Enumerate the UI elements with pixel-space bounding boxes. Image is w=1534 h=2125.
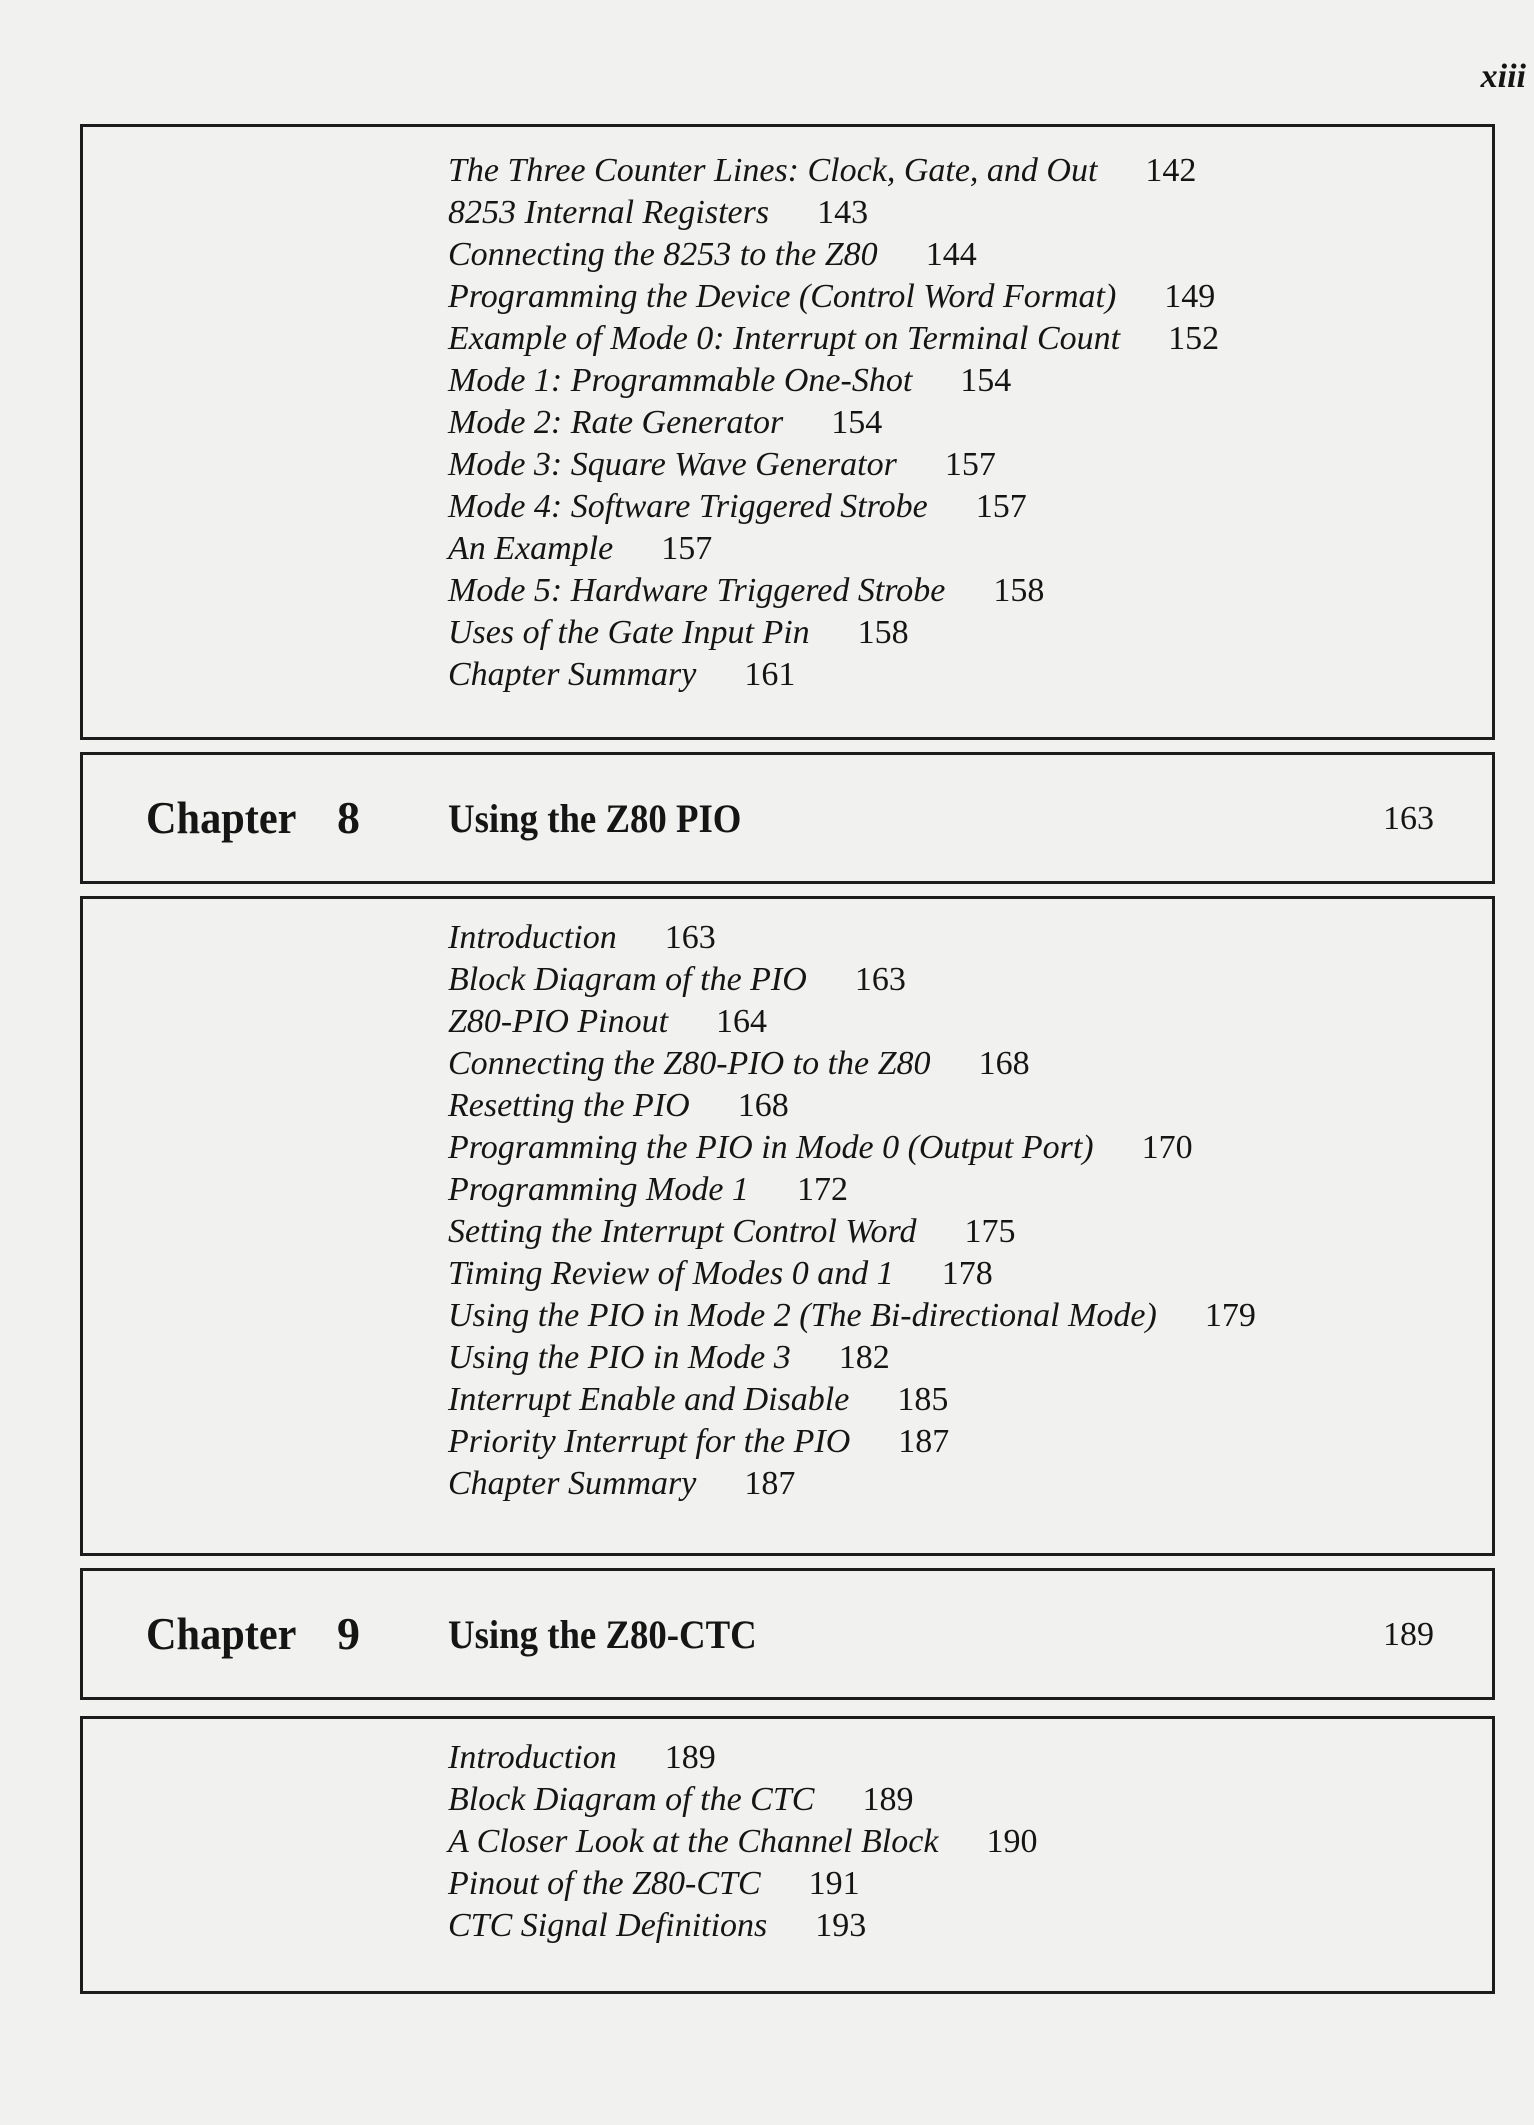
section-page-number: 154 — [831, 404, 883, 441]
chapter-number: 8 — [337, 792, 360, 843]
section-page-number: 172 — [796, 1171, 848, 1208]
section-title-text: Pinout of the Z80-CTC — [448, 1865, 761, 1902]
section-title-text: 8253 Internal Registers — [448, 194, 770, 231]
chapter-9-heading[interactable] — [83, 1571, 1492, 1697]
section-title-text: Connecting the 8253 to the Z80 — [448, 236, 878, 273]
section-title — [448, 1381, 948, 1419]
section-page-number: 178 — [941, 1255, 993, 1292]
section-title — [448, 1823, 1037, 1861]
section-page-number: 191 — [808, 1865, 860, 1902]
section-title-text: Introduction — [448, 919, 617, 956]
section-page-number: 158 — [857, 614, 909, 651]
section-title-text: Uses of the Gate Input Pin — [448, 614, 810, 651]
section-page-number: 179 — [1204, 1297, 1256, 1334]
section-page-number: 189 — [862, 1781, 914, 1818]
section-title — [448, 1255, 993, 1293]
section-page-number: 182 — [838, 1339, 890, 1376]
section-page-number: 152 — [1168, 320, 1220, 357]
section-title — [448, 1865, 860, 1903]
section-page-number: 168 — [737, 1087, 789, 1124]
section-title-text: Mode 5: Hardware Triggered Strobe — [448, 572, 946, 609]
section-title — [448, 961, 906, 999]
section-title — [448, 1045, 1030, 1083]
section-page-number: 157 — [661, 530, 713, 567]
chapter-9-heading-box — [80, 1568, 1495, 1700]
section-page-number: 158 — [993, 572, 1045, 609]
section-page-number: 185 — [897, 1381, 949, 1418]
section-title-text: Chapter Summary — [448, 656, 697, 693]
section-title — [448, 1003, 767, 1041]
section-title — [448, 320, 1219, 358]
section-title-text: A Closer Look at the Channel Block — [448, 1823, 939, 1860]
chapter-title: Using the Z80 PIO — [448, 796, 742, 841]
chapter-label: Chapter — [146, 792, 297, 843]
section-title — [448, 1423, 949, 1461]
section-title-text: Z80-PIO Pinout — [448, 1003, 669, 1040]
section-title — [448, 362, 1011, 400]
section-title-text: Mode 3: Square Wave Generator — [448, 446, 897, 483]
chapter-8-heading[interactable] — [83, 755, 1492, 881]
section-page-number: 193 — [815, 1907, 867, 1944]
toc-box-chapter-7 — [80, 124, 1495, 740]
section-page-number: 154 — [960, 362, 1012, 399]
section-title — [448, 1739, 716, 1777]
section-page-number: 144 — [925, 236, 977, 273]
section-title — [448, 530, 712, 568]
section-page-number: 149 — [1164, 278, 1216, 315]
section-title-text: Mode 1: Programmable One-Shot — [448, 362, 913, 399]
section-title-text: Connecting the Z80-PIO to the Z80 — [448, 1045, 931, 1082]
section-title — [448, 446, 996, 484]
section-title-text: Mode 4: Software Triggered Strobe — [448, 488, 928, 525]
section-title-text: Interrupt Enable and Disable — [448, 1381, 850, 1418]
section-title — [448, 1129, 1193, 1167]
section-title — [448, 488, 1027, 526]
section-title — [448, 404, 882, 442]
section-title-text: Chapter Summary — [448, 1465, 697, 1502]
chapter-page-number: 189 — [1383, 1616, 1434, 1653]
section-page-number: 157 — [975, 488, 1027, 525]
section-title-text: An Example — [448, 530, 614, 567]
section-page-number: 168 — [978, 1045, 1030, 1082]
section-title-text: Using the PIO in Mode 2 (The Bi-directional Mode) — [448, 1297, 1157, 1334]
section-title — [448, 572, 1044, 610]
section-page-number: 189 — [664, 1739, 716, 1776]
toc-box-chapter-9 — [80, 1716, 1495, 1994]
section-title — [448, 1465, 795, 1503]
chapter-label: Chapter — [146, 1608, 297, 1659]
chapter-page-number: 163 — [1383, 800, 1434, 837]
section-title — [448, 656, 795, 694]
section-title-text: Block Diagram of the CTC — [448, 1781, 815, 1818]
section-title — [448, 1297, 1256, 1335]
section-title — [448, 1171, 848, 1209]
section-page-number: 163 — [854, 961, 906, 998]
section-page-number: 164 — [716, 1003, 768, 1040]
section-title-text: Example of Mode 0: Interrupt on Terminal Count — [448, 320, 1121, 357]
section-title — [448, 1339, 890, 1377]
section-title-text: Setting the Interrupt Control Word — [448, 1213, 917, 1250]
chapter-number: 9 — [337, 1608, 360, 1659]
section-title-text: Resetting the PIO — [448, 1087, 690, 1124]
section-title — [448, 236, 977, 274]
section-page-number: 161 — [744, 656, 796, 693]
section-page-number: 142 — [1145, 152, 1197, 189]
section-title — [448, 152, 1196, 190]
section-title — [448, 1907, 866, 1945]
section-title — [448, 614, 909, 652]
section-title-text: Introduction — [448, 1739, 617, 1776]
section-title — [448, 1087, 789, 1125]
section-page-number: 163 — [664, 919, 716, 956]
chapter-title: Using the Z80-CTC — [448, 1612, 757, 1657]
section-title — [448, 194, 868, 232]
section-title-text: The Three Counter Lines: Clock, Gate, and Out — [448, 152, 1098, 189]
section-title-text: Programming the PIO in Mode 0 (Output Port) — [448, 1129, 1094, 1166]
section-title — [448, 919, 716, 957]
section-title-text: Priority Interrupt for the PIO — [448, 1423, 851, 1460]
section-title-text: Mode 2: Rate Generator — [448, 404, 784, 441]
section-title — [448, 278, 1215, 316]
section-page-number: 175 — [964, 1213, 1016, 1250]
section-title-text: Timing Review of Modes 0 and 1 — [448, 1255, 894, 1292]
section-title-text: Programming the Device (Control Word Format) — [448, 278, 1117, 315]
section-page-number: 170 — [1141, 1129, 1193, 1166]
section-page-number: 187 — [744, 1465, 796, 1502]
section-title-text: CTC Signal Definitions — [448, 1907, 768, 1944]
section-page-number: 190 — [986, 1823, 1038, 1860]
section-title-text: Block Diagram of the PIO — [448, 961, 807, 998]
section-title-text: Using the PIO in Mode 3 — [448, 1339, 791, 1376]
toc-box-chapter-8 — [80, 896, 1495, 1556]
section-title — [448, 1781, 913, 1819]
section-page-number: 187 — [898, 1423, 950, 1460]
section-title — [448, 1213, 1015, 1251]
section-page-number: 143 — [817, 194, 869, 231]
page-number: xiii — [1480, 58, 1526, 95]
chapter-8-heading-box — [80, 752, 1495, 884]
section-title-text: Programming Mode 1 — [448, 1171, 749, 1208]
section-page-number: 157 — [944, 446, 996, 483]
